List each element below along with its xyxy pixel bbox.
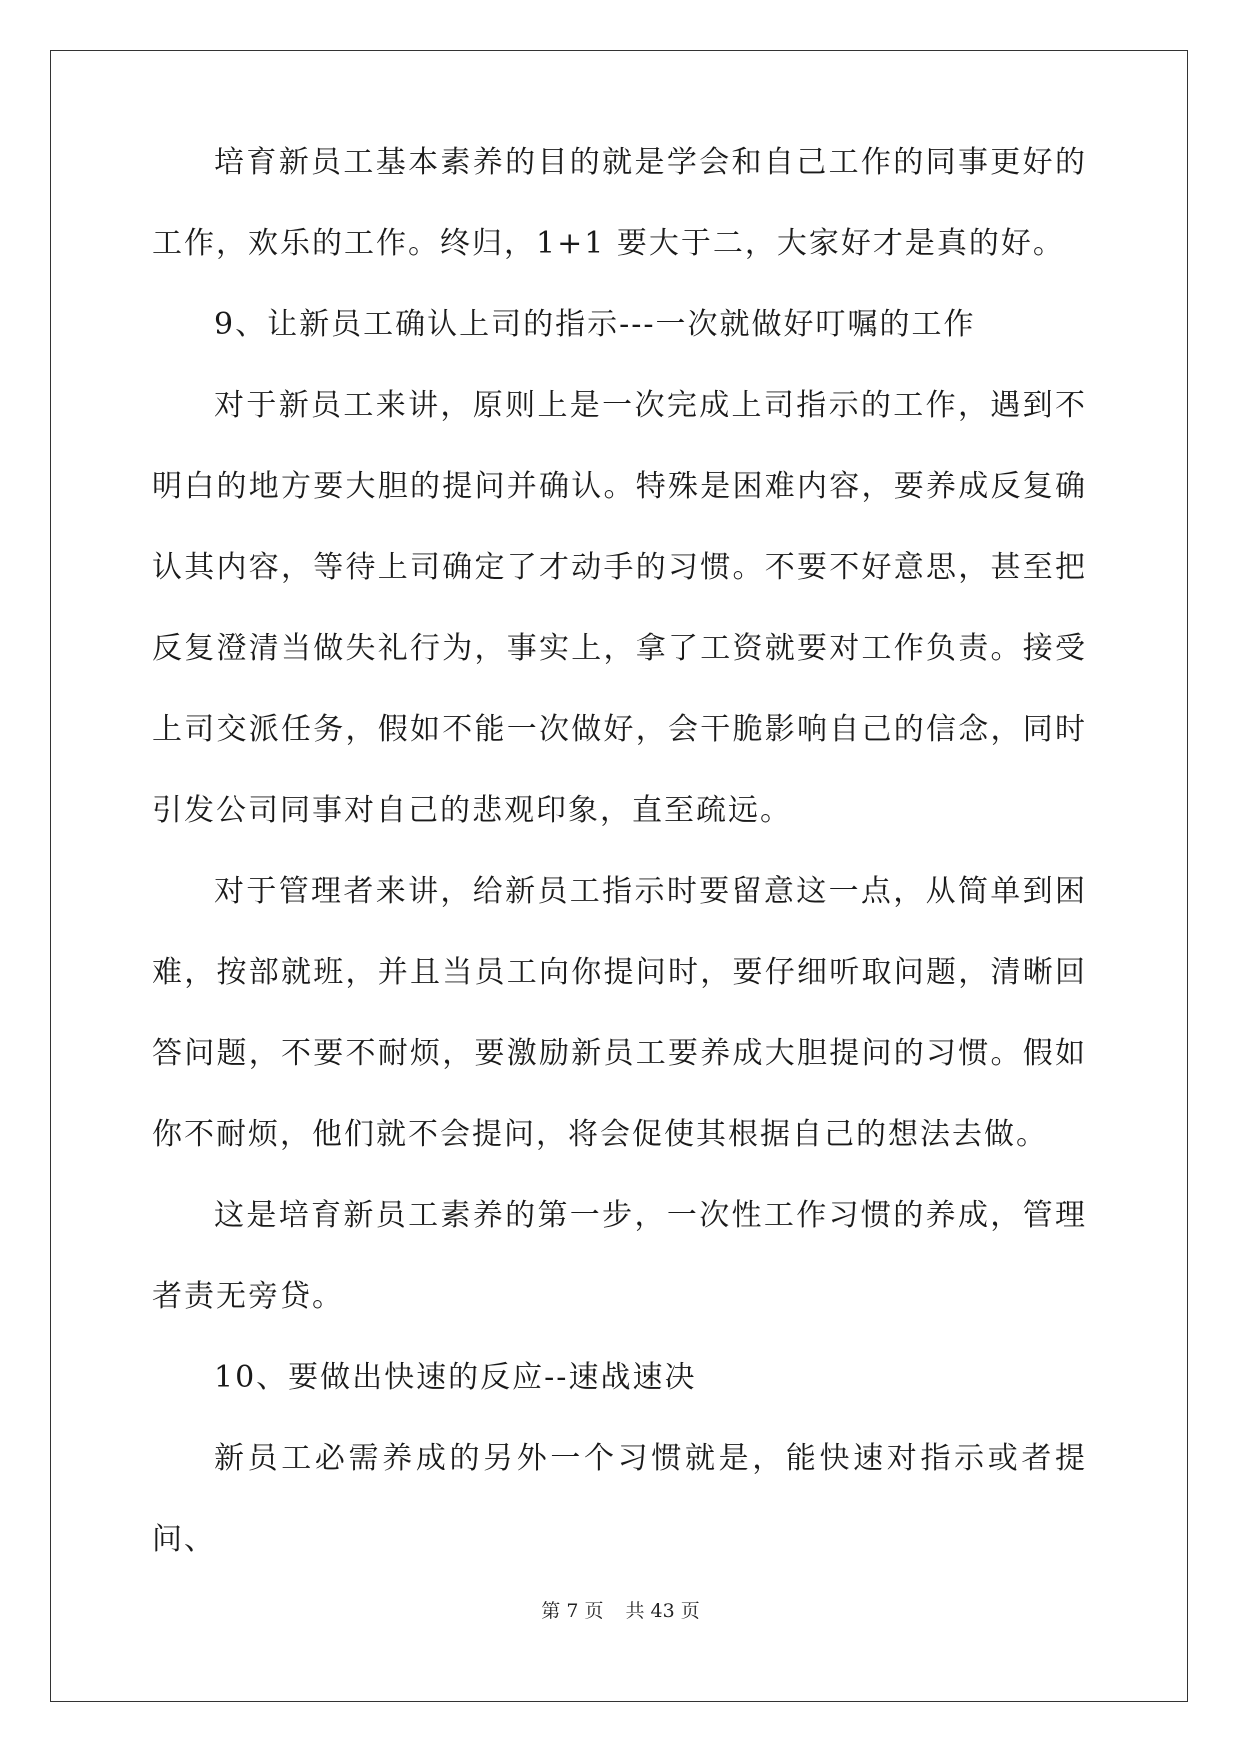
page-total: 共 43 页 xyxy=(625,1600,700,1622)
page-number: 第 7 页 xyxy=(541,1600,604,1622)
paragraph-5: 新员工必需养成的另外一个习惯就是，能快速对指示或者提问、 xyxy=(152,1441,1087,1557)
paragraph-4: 这是培育新员工素养的第一步，一次性工作习惯的养成，管理者责无旁贷。 xyxy=(152,1198,1087,1314)
paragraph-3: 对于管理者来讲，给新员工指示时要留意这一点，从简单到困难，按部就班，并且当员工向你提问时，要仔细听取问题，清晰回答问题，不要不耐烦，要激励新员工要养成大胆提问的习惯。假如你不耐烦，他们就不会提问，将会促使其根据自己的想法去做。 xyxy=(152,874,1087,1152)
section-heading-9: 9、让新员工确认上司的指示---一次就做好叮嘱的工作 xyxy=(214,307,976,342)
paragraph-1: 培育新员工基本素养的目的就是学会和自己工作的同事更好的工作，欢乐的工作。终归，1+1 要大于二，大家好才是真的好。 xyxy=(152,145,1087,261)
page-footer xyxy=(0,1596,1241,1623)
section-heading-10: 10、要做出快速的反应--速战速决 xyxy=(214,1360,697,1395)
document-body xyxy=(152,145,1087,1580)
paragraph-2: 对于新员工来讲，原则上是一次完成上司指示的工作，遇到不明白的地方要大胆的提问并确认。特殊是困难内容，要养成反复确认其内容，等待上司确定了才动手的习惯。不要不好意思，甚至把反复澄清当做失礼行为，事实上，拿了工资就要对工作负责。接受上司交派任务，假如不能一次做好，会干脆影响自己的信念，同时引发公司同事对自己的悲观印象，直至疏远。 xyxy=(152,388,1087,828)
